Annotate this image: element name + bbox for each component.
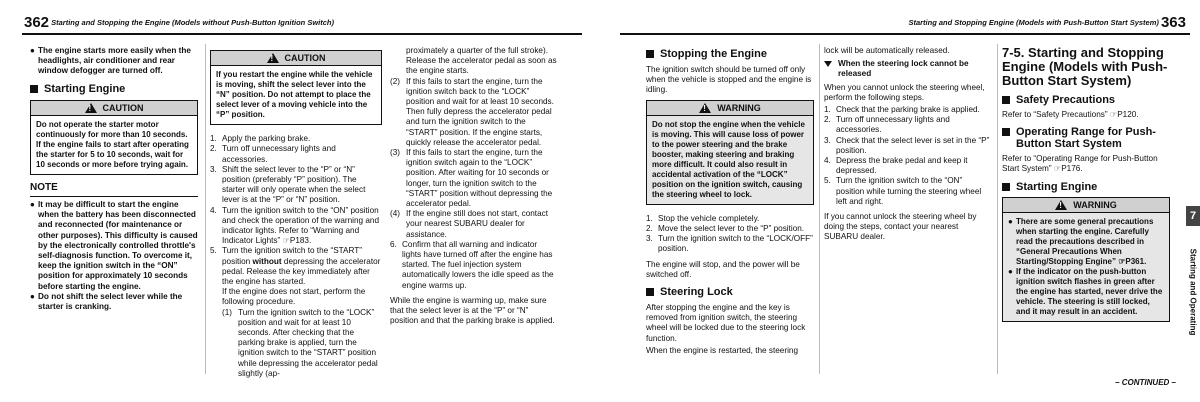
step-item: 4. Turn the ignition switch to the “ON” position and check the operation of the warning and indicator lights. Refer to “Warning and Indicator Lights” ☞P183. xyxy=(210,205,380,246)
right-column-3 xyxy=(1002,46,1170,326)
paragraph: When the engine is restarted, the steering xyxy=(646,345,799,355)
column-divider xyxy=(997,44,998,374)
caution-text: If you restart the engine while the vehicle is moving, shift the select lever into the “N” position. Do not attempt to place the select lever of a moving vehicle into the “P” position. xyxy=(216,70,373,120)
right-column-1 xyxy=(646,46,814,358)
step-item: 2. Move the select lever to the “P” position. xyxy=(646,224,805,234)
square-icon xyxy=(646,288,654,296)
caution-box xyxy=(30,100,198,175)
continued-label: – CONTINUED – xyxy=(1115,378,1176,387)
sub-step: (2) If this fails to start the engine, turn the ignition switch back to the “LOCK” position and wait for at least 10 seconds. Then fully depress the accelerator pedal and turn the ignition switch to the “START” position. If the engine starts, quickly release the accelerator pedal. xyxy=(390,76,554,147)
paragraph: If you cannot unlock the steering wheel by doing the steps, contact your nearest SUBARU dealer. xyxy=(824,212,977,242)
paragraph: While the engine is warming up, make sure that the select lever is at the “P” or “N” position and that the parking brake is applied. xyxy=(390,295,555,326)
square-icon xyxy=(1002,183,1010,191)
bullet-icon: ● xyxy=(1008,266,1013,276)
sub-step: (1) Turn the ignition switch to the “LOCK” position and wait for at least 10 seconds. After checking that the parking brake is applied, turn the ignition switch to the “START” position while depressing the accelerator pedal slightly (ap- xyxy=(222,307,378,378)
warning-body xyxy=(1003,213,1169,321)
paragraph: The engine will stop, and the power will be switched off. xyxy=(646,259,800,279)
step-item: 3. Turn the ignition switch to the “LOCK/OFF” position. xyxy=(646,234,813,254)
warning-triangle-icon xyxy=(267,53,279,63)
page-header-title: Starting and Stopping the Engine (Models without Push-Button Ignition Switch) xyxy=(51,18,335,27)
warning-header: ! WARNING xyxy=(647,101,813,116)
square-icon xyxy=(30,85,38,93)
right-column-2 xyxy=(824,46,992,245)
step-item: 3. Check that the select lever is set in the “P” position. xyxy=(824,135,990,155)
warning-box xyxy=(1002,197,1170,322)
note-item: ● It may be difficult to start the engine when the battery has been disconnected and reconnected (for maintenance or other purposes). This difficulty is caused by the electronically controlled throttle's self-diagnosis function. To overcome it, keep the ignition switch in the “ON” position for approximately 10 seconds before starting the engine. xyxy=(30,200,198,291)
square-icon xyxy=(1002,128,1010,136)
paragraph: Refer to “Operating Range for Push-Button Start System” ☞P176. xyxy=(1002,154,1158,174)
step-item: 2. Turn off unnecessary lights and accessories. xyxy=(824,115,950,135)
bullet-item: ● The engine starts more easily when the headlights, air conditioner and rear window defogger are turned off. xyxy=(30,46,191,76)
left-page xyxy=(0,0,590,402)
section-heading: Stopping the Engine xyxy=(646,48,814,60)
paragraph: When you cannot unlock the steering wheel, perform the following steps. xyxy=(824,82,985,102)
caution-header: ! CAUTION xyxy=(31,101,197,116)
square-icon xyxy=(1002,96,1010,104)
sub-step-continued: proximately a quarter of the full stroke). Release the accelerator pedal as soon as the engine starts. xyxy=(406,46,557,76)
step-item: 3. Shift the select lever to the “P” or “N” position (preferably “P” position). The starter will only operate when the select lever is at the “P” or “N” position. xyxy=(210,164,366,205)
paragraph: Refer to “Safety Precautions” ☞P120. xyxy=(1002,110,1139,119)
caution-box xyxy=(210,50,382,125)
bullet-icon: ● xyxy=(1008,216,1013,226)
chapter-title: 7-5. Starting and Stopping Engine (Models with Push-Button Start System) xyxy=(1002,45,1168,88)
section-heading: Steering Lock xyxy=(646,286,814,298)
right-page xyxy=(610,0,1200,402)
paragraph: The ignition switch should be turned off only when the vehicle is stopped and the engine is idling. xyxy=(646,65,812,95)
left-column-3 xyxy=(390,46,558,328)
section-heading: Operating Range for Push-Button Start System xyxy=(1002,126,1170,150)
triangle-down-icon xyxy=(824,61,832,67)
step-note: If the engine does not start, perform the following procedure. xyxy=(222,287,366,307)
column-divider xyxy=(205,44,206,374)
left-page-header xyxy=(24,14,334,44)
section-heading: Starting Engine xyxy=(30,83,198,95)
square-icon xyxy=(646,50,654,58)
chapter-tab-label: Starting and Operating xyxy=(1188,248,1198,336)
warning-header: ! WARNING xyxy=(1003,198,1169,213)
step-item: 1. Check that the parking brake is applied. xyxy=(824,105,980,115)
warning-triangle-icon xyxy=(699,103,711,113)
step-item: 1. Stop the vehicle completely. xyxy=(646,213,760,223)
caution-text: Do not operate the starter motor continuously for more than 10 seconds. If the engine fails to start after operating the starter for 5 to 10 seconds, wait for 10 seconds or more before trying again. xyxy=(36,119,189,169)
caution-header: ! CAUTION xyxy=(211,51,381,66)
warning-box xyxy=(646,100,814,205)
page-header-title: Starting and Stopping Engine (Models with Push-Button Start System) xyxy=(908,18,1159,27)
paragraph: After stopping the engine and the key is removed from ignition switch, the steering wheel will be locked due to the steering lock function. xyxy=(646,303,806,343)
left-column-1 xyxy=(30,46,198,312)
note-title: NOTE xyxy=(30,181,58,193)
note-item: ● Do not shift the select lever while the starter is cranking. xyxy=(30,291,183,312)
warning-item: ● If the indicator on the push-button ignition switch flashes in green after the engine has started, never drive the vehicle. The steering is still locked, and it may result in an accident. xyxy=(1008,266,1163,316)
step-item: 5. Turn the ignition switch to the “ON” position while turning the steering wheel left and right. xyxy=(824,176,982,206)
section-heading: Safety Precautions xyxy=(1002,94,1170,106)
note-rule xyxy=(30,196,198,197)
chapter-tab: 7 xyxy=(1186,206,1200,226)
step-item: 4. Depress the brake pedal and keep it depressed. xyxy=(824,156,968,176)
step-item: 5. Turn the ignition switch to the “START” position without depressing the accelerator pedal. Release the key immediately after the engine has started. xyxy=(210,246,381,287)
bullet-icon: ● xyxy=(30,200,35,210)
bullet-icon: ● xyxy=(30,46,35,55)
header-rule xyxy=(22,33,582,35)
section-heading: Starting Engine xyxy=(1002,181,1170,193)
warning-text: Do not stop the engine when the vehicle is moving. This will cause loss of power to the power steering and the brake booster, making steering and braking more difficult. It could also result in accidental activation of the “LOCK” position on the ignition switch, causing the steering wheel to lock. xyxy=(647,116,813,204)
sub-step: (3) If this fails to start the engine, turn the ignition switch again to the “LOCK” position. After waiting for 10 seconds or longer, turn the ignition switch to the “START” position without depressing the accelerator pedal. xyxy=(390,148,553,209)
warning-triangle-icon xyxy=(1055,200,1067,210)
header-rule xyxy=(620,33,1190,35)
page-number: 362 xyxy=(24,14,50,31)
sub-heading: When the steering lock cannot be released xyxy=(824,59,992,79)
left-column-2 xyxy=(210,46,382,379)
warning-triangle-icon xyxy=(85,103,97,113)
step-item: 2. Turn off unnecessary lights and accessories. xyxy=(210,144,336,164)
right-page-header xyxy=(908,14,1186,44)
bullet-icon: ● xyxy=(30,291,35,301)
column-divider xyxy=(819,44,820,374)
warning-item: ● There are some general precautions when starting the engine. Carefully read the precautions described in “General Precautions When Starting/Stopping Engine” ☞P361. xyxy=(1008,216,1154,266)
sub-step: (4) If the engine still does not start, contact your nearest SUBARU dealer for assistance. xyxy=(390,209,548,239)
step-item: 6. Confirm that all warning and indicator lights have turned off after the engine has started. The fuel injection system automatically lowers the idle speed as the engine warms up. xyxy=(390,239,554,290)
paragraph: lock will be automatically released. xyxy=(824,46,950,55)
page-number: 363 xyxy=(1160,14,1186,31)
step-item: 1. Apply the parking brake. xyxy=(210,134,311,144)
